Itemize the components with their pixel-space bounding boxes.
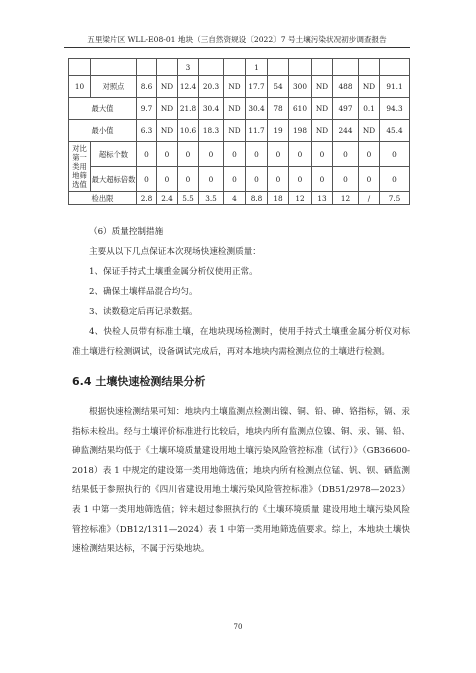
running-header: 五里梁片区 WLL-E08-01 地块（三自然资规设〔2022〕7 号土壤污染状况初步调查报告: [87, 35, 387, 44]
qc-heading: （6）质量控制措施: [89, 227, 164, 237]
table-cell: 497: [333, 98, 359, 120]
table-cell: ND: [312, 98, 333, 120]
table-row: [69, 120, 410, 142]
table-cell: /: [359, 192, 380, 205]
table-cell: [289, 59, 312, 76]
table-cell: ND: [312, 76, 333, 98]
table-cell: 18.3: [199, 120, 224, 142]
table-cell: [312, 59, 333, 76]
table-cell: 45.4: [380, 120, 410, 142]
qc-item: 2、确保土壤样品混合均匀。: [89, 287, 198, 297]
table-cell: ND: [157, 76, 178, 98]
table-cell: 9.7: [137, 98, 157, 120]
qc-item: 1、保证手持式土壤重金属分析仪使用正常。: [89, 267, 258, 277]
table-cell: 17.7: [246, 76, 268, 98]
table-cell: 0: [224, 142, 246, 167]
table-cell: 0: [359, 142, 380, 167]
table-cell: 0: [157, 142, 178, 167]
table-cell: 8.8: [246, 192, 268, 205]
table-cell: 54: [268, 76, 289, 98]
table-row: [69, 98, 410, 120]
table-cell: 0.1: [359, 98, 380, 120]
table-cell: 0: [246, 142, 268, 167]
results-table: [68, 58, 410, 205]
table-cell: ND: [224, 120, 246, 142]
table-cell: 12: [289, 192, 312, 205]
table-cell: 0: [246, 167, 268, 192]
table-cell: 2.4: [157, 192, 178, 205]
table-cell: [199, 59, 224, 76]
qc-intro: 主要从以下几点保证本次现场快速检测质量：: [89, 247, 261, 257]
table-cell: 488: [333, 76, 359, 98]
table-cell: [157, 59, 178, 76]
table-cell: ND: [157, 98, 178, 120]
page-number: 70: [233, 623, 243, 631]
analysis-paragraph: 根据快速检测结果可知：地块内土壤监测点检测出镍、铜、铅、砷、铬指标，镉、汞指标未检出。经与土壤评价标准进行比较后，地块内所有监测点位镍、铜、汞、镉、铅、砷监测结果均低于《土壤环境质量建设用地土壤污染风险管控标准（试行）》（GB36600-2018）表 1 中规定的建设第一类用地筛选值；地块内所有检测点位锰、钒、钡、硒监测结果低于参照执行的《四川省建设用地土壤污染风险管控标准》（DB51/2978—2023）表 1 中第一类用地筛选值；锌未超过参照执行的《土壤环境质量 建设用地土壤污染风险管控标准》（DB12/1311—2024）表 1 中第一类用地筛选值要求。综上，本地块土壤快速检测结果达标，不属于污染地块。: [72, 407, 410, 555]
table-cell: 0: [157, 167, 178, 192]
qc-item: 3、读数稳定后再记录数据。: [89, 307, 198, 317]
table-cell: ND: [312, 120, 333, 142]
table-cell: 最大值: [69, 98, 137, 120]
table-cell: 1: [246, 59, 268, 76]
table-cell: 0: [312, 142, 333, 167]
table-cell: 5.5: [178, 192, 199, 205]
table-cell: 78: [268, 98, 289, 120]
table-cell: [333, 59, 359, 76]
header-rule: [64, 47, 410, 48]
qc-item: 4、快检人员带有标准土壤，在地块现场检测时，使用手持式土壤重金属分析仪对标准土壤进行检测调试，设备调试完成后，再对本地块内需检测点位的土壤进行检测。: [72, 327, 410, 357]
table-cell: 3.5: [199, 192, 224, 205]
table-cell: 11.7: [246, 120, 268, 142]
table-cell: 0: [289, 142, 312, 167]
table-cell: [224, 59, 246, 76]
table-cell: 2.8: [137, 192, 157, 205]
section-title: 6.4 土壤快速检测结果分析: [72, 375, 206, 388]
table-cell: 30.4: [246, 98, 268, 120]
table-row: [69, 192, 410, 205]
table-cell: [359, 59, 380, 76]
table-cell: 4: [224, 192, 246, 205]
table-cell: 超标个数: [91, 142, 137, 167]
table-cell: 198: [289, 120, 312, 142]
table-cell: 0: [199, 167, 224, 192]
table-cell: 0: [137, 167, 157, 192]
table-cell: 对照点: [91, 76, 137, 98]
table-cell: 最小值: [69, 120, 137, 142]
table-cell: ND: [359, 76, 380, 98]
table-cell: 0: [199, 142, 224, 167]
table-cell: 0: [224, 167, 246, 192]
table-cell: 10.6: [178, 120, 199, 142]
table-cell: 20.3: [199, 76, 224, 98]
table-cell: 94.3: [380, 98, 410, 120]
table-cell: 最大超标倍数: [91, 167, 137, 192]
table-cell: ND: [359, 120, 380, 142]
table-cell: 0: [333, 142, 359, 167]
table-cell: 244: [333, 120, 359, 142]
table-cell: ND: [157, 120, 178, 142]
table-cell: 19: [268, 120, 289, 142]
table-cell: 对比第一类用地筛选值: [69, 142, 91, 192]
table-cell: 0: [289, 167, 312, 192]
table-cell: 0: [359, 167, 380, 192]
table-cell: 0: [380, 142, 410, 167]
table-row: [69, 142, 410, 167]
table-cell: 12.4: [178, 76, 199, 98]
table-cell: 30.4: [199, 98, 224, 120]
table-cell: ND: [224, 98, 246, 120]
table-cell: 0: [178, 167, 199, 192]
table-cell: 3: [178, 59, 199, 76]
table-cell: 6.3: [137, 120, 157, 142]
table-cell: 0: [380, 167, 410, 192]
table-cell: 检出限: [69, 192, 137, 205]
table-cell: [137, 59, 157, 76]
table-cell: [91, 59, 137, 76]
table-cell: 0: [312, 167, 333, 192]
table-cell: 610: [289, 98, 312, 120]
table-cell: 18: [268, 192, 289, 205]
table-row: [69, 76, 410, 98]
table-row: [69, 59, 410, 76]
table-cell: [380, 59, 410, 76]
table-cell: 10: [69, 76, 91, 98]
table-cell: ND: [224, 76, 246, 98]
table-cell: 8.6: [137, 76, 157, 98]
table-row: [69, 167, 410, 192]
table-cell: 0: [137, 142, 157, 167]
table-cell: 21.8: [178, 98, 199, 120]
table-cell: 0: [268, 167, 289, 192]
table-cell: [69, 59, 91, 76]
table-cell: 13: [312, 192, 333, 205]
table-cell: 91.1: [380, 76, 410, 98]
table-cell: 300: [289, 76, 312, 98]
table-cell: 0: [333, 167, 359, 192]
table-cell: [268, 59, 289, 76]
table-cell: 12: [333, 192, 359, 205]
table-cell: 0: [178, 142, 199, 167]
table-cell: 0: [268, 142, 289, 167]
table-cell: 7.5: [380, 192, 410, 205]
